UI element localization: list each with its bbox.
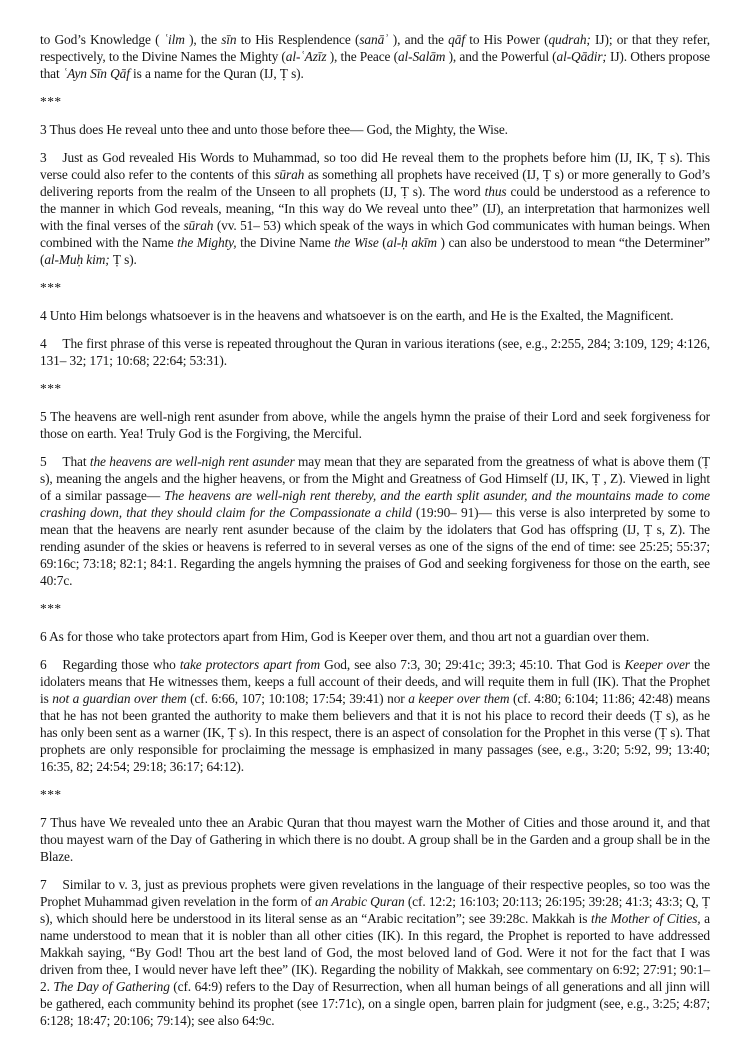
text-segment: ), the — [184, 32, 222, 47]
commentary-paragraph — [40, 876, 710, 1029]
text-segment: 7 Similar to v. 3, just as previous prophets were given revelations in the language of their respective peoples, so too was the Prophet Muhammad given revelation in the form of — [40, 877, 710, 909]
italic-text-segment: thus — [484, 184, 507, 199]
verse-translation — [40, 121, 710, 138]
verse-translation — [40, 814, 710, 865]
verse-translation — [40, 307, 710, 324]
text-segment: 3 Thus does He reveal unto thee and unto those before thee— God, the Mighty, the Wise. — [40, 122, 508, 137]
text-segment: 6 Regarding those who — [40, 657, 180, 672]
section-separator — [40, 786, 710, 803]
text-segment: (vv. 51– 53) which speak of the ways in which God communicates with human beings. When combined with the Name — [40, 218, 710, 250]
text-segment: the Divine Name — [236, 235, 335, 250]
text-segment: *** — [40, 280, 62, 295]
text-segment: Ṭ s). — [109, 252, 137, 267]
italic-text-segment: Keeper over — [624, 657, 690, 672]
text-segment: 6 As for those who take protectors apart from Him, God is Keeper over them, and thou art not a guardian over them. — [40, 629, 650, 644]
text-segment: IJ); or that they refer, respectively, to the Divine Names the Mighty ( — [40, 32, 711, 64]
commentary-paragraph — [40, 149, 710, 268]
text-segment: could be understood as a reference to the manner in which God reveals, meaning, “In this way do We reveal unto thee” (IJ), an interpretation that harmonizes well with the final verses of the — [40, 184, 711, 233]
text-segment: to His Power ( — [464, 32, 549, 47]
italic-text-segment: the Mother of Cities, — [590, 911, 701, 926]
text-segment: as something all prophets have received (IJ, Ṭ s) or more generally to God’s delivering reports from the realm of the Unseen to all prophets (IJ, Ṭ s). The word — [40, 167, 710, 199]
italic-text-segment: an Arabic Quran — [314, 894, 405, 909]
verse-translation — [40, 408, 710, 442]
italic-text-segment: the Wise — [334, 235, 379, 250]
text-segment: (cf. 64:9) refers to the Day of Resurrection, when all human beings of all generations and all jinn will be gathered, each community behind its prophet (see 17:71c), on a single open, barren plain for judgment (see, e.g., 3:25; 4:87; 6:128; 18:47; 20:106; 79:14); see also 64:9c. — [40, 979, 710, 1028]
italic-text-segment: a keeper over them — [408, 691, 510, 706]
italic-text-segment: not a guardian over them — [52, 691, 187, 706]
text-segment: 3 Just as God revealed His Words to Muhammad, so too did He reveal them to the prophets before him (IJ, IK, Ṭ s). This verse could also refer to the contents of this — [40, 150, 710, 182]
italic-text-segment: al-Qādir; — [556, 49, 607, 64]
text-segment: is a name for the Quran (IJ, Ṭ s). — [129, 66, 304, 81]
section-separator — [40, 600, 710, 617]
italic-text-segment: sūrah — [274, 167, 305, 182]
text-segment: *** — [40, 787, 62, 802]
italic-text-segment: ʿAyn Sīn Qāf — [62, 66, 130, 81]
text-segment: ), the Peace ( — [326, 49, 398, 64]
italic-text-segment: sanāʾ — [359, 32, 389, 47]
commentary-paragraph — [40, 453, 710, 589]
commentary-paragraph — [40, 335, 710, 369]
text-segment: ( — [378, 235, 387, 250]
italic-text-segment: sūrah — [183, 218, 214, 233]
section-separator — [40, 93, 710, 110]
italic-text-segment: qudrah; — [548, 32, 591, 47]
italic-text-segment: sīn — [221, 32, 237, 47]
italic-text-segment: the Mighty, — [177, 235, 237, 250]
section-separator — [40, 279, 710, 296]
italic-text-segment: al-ḥ akīm — [386, 235, 437, 250]
text-segment: ) can also be understood to mean “the Determiner” ( — [40, 235, 710, 267]
text-segment: 5 That — [40, 454, 90, 469]
italic-text-segment: al-Muḥ kim; — [44, 252, 110, 267]
italic-text-segment: the heavens are well-nigh rent asunder — [89, 454, 295, 469]
italic-text-segment: al-Salām — [397, 49, 446, 64]
text-segment: *** — [40, 94, 62, 109]
verse-translation — [40, 628, 710, 645]
text-segment: *** — [40, 601, 62, 616]
text-segment: IJ). Others propose that — [40, 49, 710, 81]
text-segment: 4 Unto Him belongs whatsoever is in the heavens and whatsoever is on the earth, and He is the Exalted, the Magnificent. — [40, 308, 674, 323]
text-segment: ), and the Powerful ( — [445, 49, 557, 64]
italic-text-segment: ʿilm — [163, 32, 185, 47]
text-segment: to His Resplendence ( — [236, 32, 360, 47]
text-segment: *** — [40, 381, 62, 396]
italic-text-segment: qāf — [448, 32, 465, 47]
text-segment: God, see also 7:3, 30; 29:41c; 39:3; 45:10. That God is — [320, 657, 625, 672]
text-segment: (cf. 4:80; 6:104; 11:86; 42:48) means that he has not been granted the authority to make them believers and that it is not his place to record their deeds (Ṭ s), as he has only been sent as a warner (IK, Ṭ s). In this respect, there is an aspect of consolation for the Prophet in this verse (Ṭ s). That prophets are only responsible for proclaiming the message is emphasized in many passages (see, e.g., 3:20; 5:92, 99; 13:40; 16:35, 82; 24:54; 29:18; 36:17; 64:12). — [40, 691, 710, 774]
commentary-paragraph — [40, 656, 710, 775]
text-segment: a name understood to mean that it is nobler than all other cities (IK). In this regard, the Prophet is reported to have addressed Makkah saying, “By God! Thou art the best land of God, the most beloved land of God. Were it not for the fact that I was driven from thee, I would never have left thee” (IK). Regarding the nobility of Makkah, see commentary on 6:92; 27:91; 90:1– 2. — [40, 911, 710, 994]
text-segment: 5 The heavens are well-nigh rent asunder from above, while the angels hymn the praise of their Lord and seek forgiveness for those on earth. Yea! Truly God is the Forgiving, the Merciful. — [40, 409, 710, 441]
section-separator — [40, 380, 710, 397]
text-segment: may mean that they are separated from the greatness of what is above them (Ṭ s), meaning the angels and the higher heavens, or from the Might and Greatness of God Himself (IJ, IK, Ṭ , Z). Viewed in light of a similar passage— — [40, 454, 710, 503]
italic-text-segment: al-ʿAzīz — [285, 49, 327, 64]
page-body — [40, 31, 710, 1029]
text-segment: the idolaters means that He witnesses them, keeps a full account of their deeds, and will requite them in full (IK). That the Prophet is — [40, 657, 710, 706]
text-segment: to God’s Knowledge ( — [40, 32, 164, 47]
text-segment: 7 Thus have We revealed unto thee an Arabic Quran that thou mayest warn the Mother of Cities and those around it, and that thou mayest warn of the Day of Gathering in which there is no doubt. A group shall be in the Garden and a group shall be in the Blaze. — [40, 815, 710, 864]
text-segment: ), and the — [388, 32, 449, 47]
text-segment: (cf. 6:66, 107; 10:108; 17:54; 39:41) nor — [186, 691, 409, 706]
italic-text-segment: take protectors apart from — [179, 657, 321, 672]
text-segment: (cf. 12:2; 16:103; 20:113; 26:195; 39:28; 41:3; 43:3; Q, Ṭ s), which should here be understood in its literal sense as an “Arabic recitation”; see 39:28c. Makkah is — [40, 894, 710, 926]
text-segment: (19:90– 91)— this verse is also interpreted by some to mean that the heavens are nearly rent asunder because of the claim by the idolaters that God has offspring (IJ, Ṭ s, Z). The rending asunder of the skies or heavens is referred to in several verses as one of the signs of the end of time: see 25:25; 55:37; 69:16c; 73:18; 82:1; 84:1. Regarding the angels hymning the praises of God and seeking forgiveness for those on the earth, see 40:7c. — [40, 505, 710, 588]
text-segment: 4 The first phrase of this verse is repeated throughout the Quran in various iterations (see, e.g., 2:255, 284; 3:109, 129; 4:126, 131– 32; 171; 10:68; 22:64; 53:31). — [40, 336, 710, 368]
italic-text-segment: The heavens are well-nigh rent thereby, and the earth split asunder, and the mountains made to come crashing down, that they should claim for the Compassionate a child — [40, 488, 711, 520]
commentary-paragraph — [40, 31, 710, 82]
italic-text-segment: The Day of Gathering — [53, 979, 170, 994]
